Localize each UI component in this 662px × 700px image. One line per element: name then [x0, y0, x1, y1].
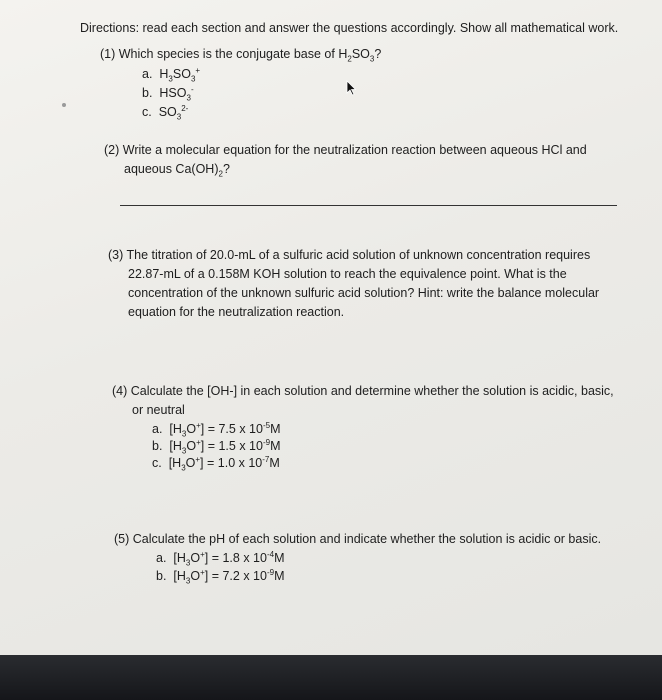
question-2-line-2: aqueous $Ca(OH)_2$? [124, 162, 230, 179]
question-1-option-c: c. $SO_3^{2-}$ [142, 103, 189, 122]
question-1-prompt: (1) Which species is the conjugate base of $H_2SO_3$? [100, 47, 382, 64]
mouse-pointer-icon [345, 80, 359, 96]
question-4-item-c: c. $[H_3O^+] = 1.0$ x $10^{-7}M$ [152, 454, 280, 473]
paper-speck [62, 103, 66, 107]
directions-text: Directions: read each section and answer the questions accordingly. Show all mathematical work. [80, 21, 619, 35]
desk-background [0, 655, 662, 700]
question-4-line-2: or neutral [132, 403, 185, 417]
question-1-option-b: b. $HSO_3^-$ [142, 84, 194, 103]
question-5-item-b: b. $[H_3O^+] = 7.2$ x $10^{-9}M$ [156, 567, 285, 586]
question-4-item-a: a. $[H_3O^+] = 7.5$ x $10^{-5}M$ [152, 420, 281, 439]
question-5-item-a: a. $[H_3O^+] = 1.8$ x $10^{-4}M$ [156, 549, 285, 568]
question-4-item-b: b. $[H_3O^+] = 1.5$ x $10^{-9}M$ [152, 437, 281, 456]
question-1-option-a: a. $H_3SO_3^+$ [142, 65, 201, 84]
question-3-line-4: equation for the neutralization reaction. [128, 305, 345, 319]
question-3-line-1: (3) The titration of 20.0-mL of a sulfuric acid solution of unknown concentration requires [108, 248, 591, 262]
question-3-line-2: 22.87-mL of a 0.158M KOH solution to reach the equivalence point. What is the [128, 267, 567, 281]
question-5-line-1: (5) Calculate the pH of each solution and indicate whether the solution is acidic or basic. [114, 532, 602, 546]
question-2-line-1: (2) Write a molecular equation for the neutralization reaction between aqueous HCl and [104, 143, 587, 157]
question-3-line-3: concentration of the unknown sulfuric acid solution? Hint: write the balance molecular [128, 286, 600, 300]
answer-line[interactable] [120, 205, 617, 206]
question-4-line-1: (4) Calculate the [OH-] in each solution and determine whether the solution is acidic, basic, [112, 384, 614, 398]
